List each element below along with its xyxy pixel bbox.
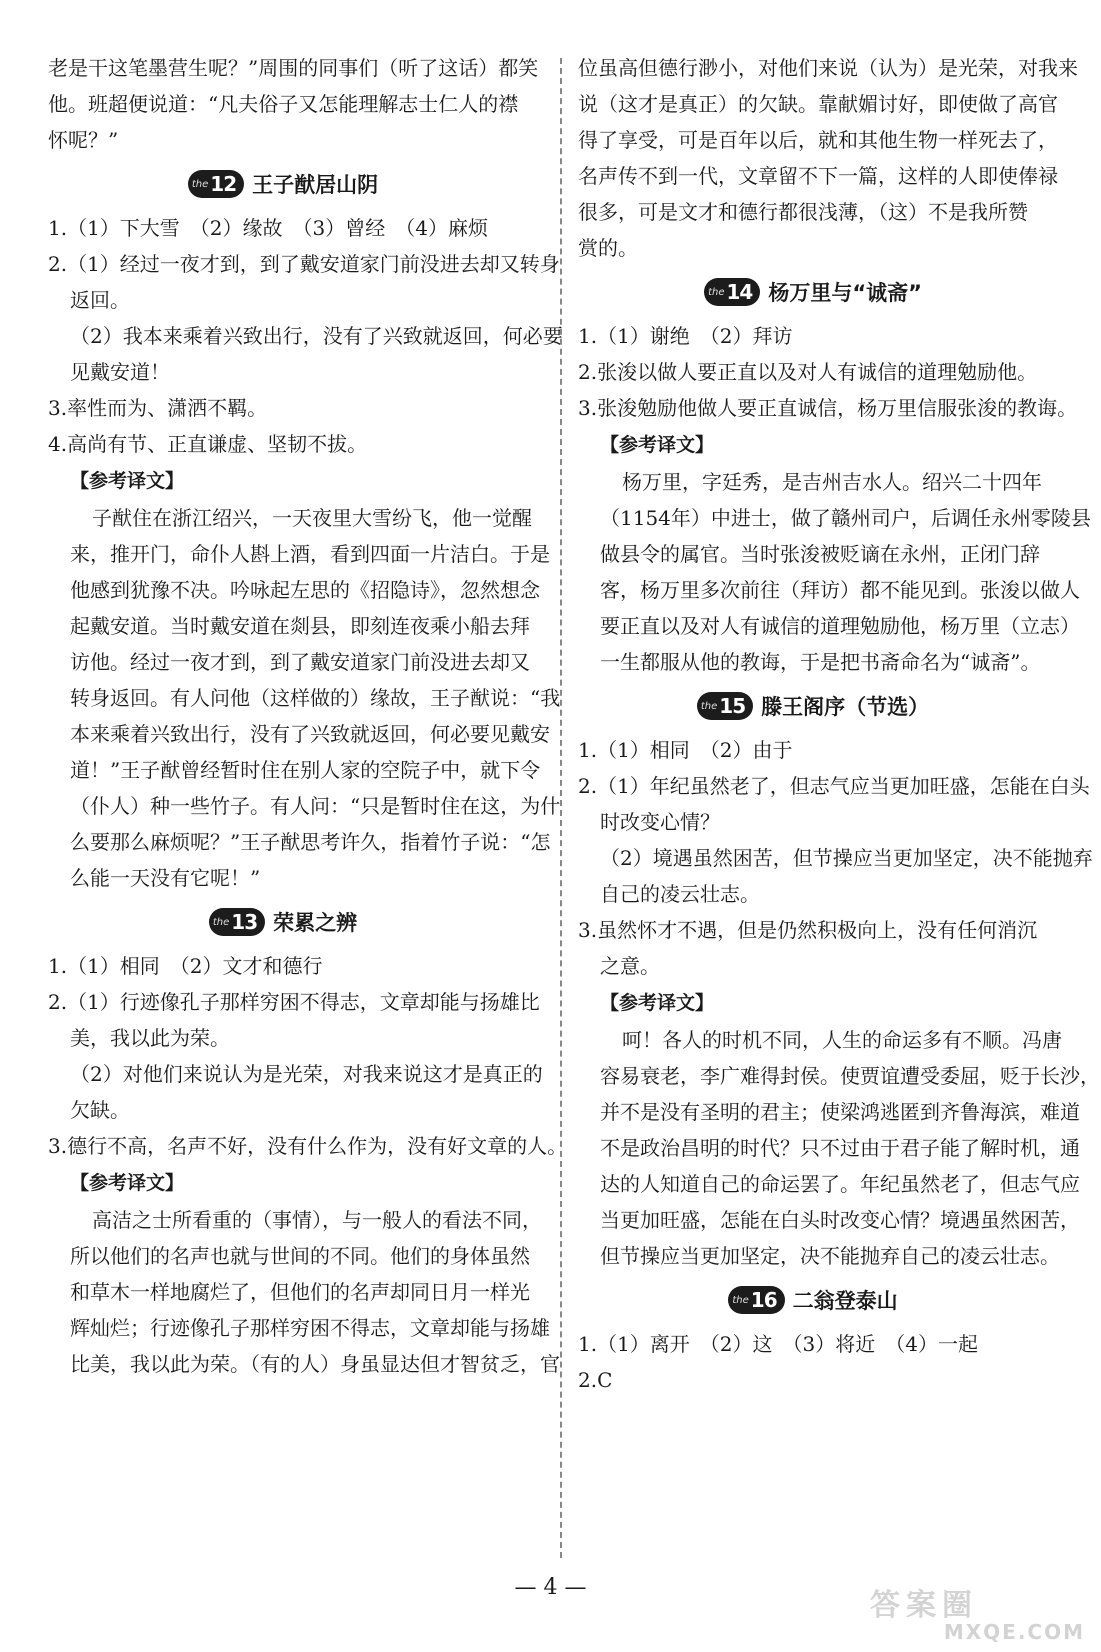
answer-line: 1.（1）相同 （2）文才和德行 — [48, 954, 323, 978]
badge-number: 13 — [231, 910, 258, 934]
translation-line: 道！”王子猷曾经暂时住在别人家的空院子中，就下令 — [70, 758, 541, 782]
answer-line: （2）对他们来说认为是光荣，对我来说这才是真正的 — [70, 1062, 543, 1086]
translation-line: （仆人）种一些竹子。有人问：“只是暂时住在这，为什 — [70, 794, 561, 818]
answer-line: 返回。 — [70, 288, 130, 312]
answer-line: 4.高尚有节、正直谦虚、坚韧不拔。 — [48, 432, 368, 456]
reference-translation-label: 【参考译文】 — [70, 1172, 185, 1194]
translation-line: 本来乘着兴致出行，没有了兴致就返回，何必要见戴安 — [70, 722, 550, 746]
translation-line: 他感到犹豫不决。吟咏起左思的《招隐诗》，忽然想念 — [70, 578, 540, 602]
text-line: 赏的。 — [578, 236, 638, 260]
translation-line: 高洁之士所看重的（事情），与一般人的看法不同， — [92, 1208, 542, 1232]
answer-line: 2.（1）年纪虽然老了，但志气应当更加旺盛，怎能在白头 — [578, 774, 1090, 798]
translation-line: 起戴安道。当时戴安道在剡县，即刻连夜乘小船去拜 — [70, 614, 530, 638]
answer-line: 3.虽然怀才不遇，但是仍然积极向上，没有任何消沉 — [578, 918, 1038, 942]
section-number-badge — [728, 1286, 784, 1314]
answer-line: 1.（1）离开 （2）这 （3）将近 （4）一起 — [578, 1332, 978, 1356]
translation-line: 当更加旺盛，怎能在白头时改变心情？境遇虽然困苦， — [600, 1208, 1080, 1232]
section-title: 荣累之辨 — [273, 911, 358, 935]
answer-line: 欠缺。 — [70, 1098, 130, 1122]
answer-line: 1.（1）下大雪 （2）缘故 （3）曾经 （4）麻烦 — [48, 216, 488, 240]
answer-line: 2.（1）经过一夜才到，到了戴安道家门前没进去却又转身 — [48, 252, 560, 276]
badge-number: 12 — [210, 172, 237, 196]
translation-line: 访他。经过一夜才到，到了戴安道家门前没进去却又 — [70, 650, 530, 674]
translation-line: 达的人知道自己的命运罢了。年纪虽然老了，但志气应 — [600, 1172, 1080, 1196]
translation-line: 呵！各人的时机不同，人生的命运多有不顺。冯唐 — [622, 1028, 1062, 1052]
translation-line: 么能一天没有它呢！” — [70, 866, 261, 890]
translation-line: 比美，我以此为荣。（有的人）身虽显达但才智贫乏，官 — [70, 1352, 560, 1376]
translation-line: 并不是没有圣明的君主；使梁鸿逃匿到齐鲁海滨，难道 — [600, 1100, 1080, 1124]
answer-line: 3.率性而为、潇洒不羁。 — [48, 396, 268, 420]
reference-translation-label: 【参考译文】 — [600, 992, 715, 1014]
section-heading-12 — [48, 160, 518, 208]
translation-line: 来，推开门，命仆人斟上酒，看到四面一片洁白。于是 — [70, 542, 550, 566]
translation-line: 容易衰老，李广难得封侯。使贾谊遭受委屈，贬于长沙， — [600, 1064, 1100, 1088]
section-title: 杨万里与“诚斋” — [768, 281, 922, 305]
answer-line: 3.德行不高，名声不好，没有什么作为，没有好文章的人。 — [48, 1134, 568, 1158]
translation-line: 所以他们的名声也就与世间的不同。他们的身体虽然 — [70, 1244, 530, 1268]
answer-line: 2.张浚以做人要正直以及对人有诚信的道理勉励他。 — [578, 360, 1038, 384]
text-line: 怀呢？” — [48, 128, 119, 152]
text-line: 很多，可是文才和德行都很浅薄，（这）不是我所赞 — [578, 200, 1028, 224]
translation-line: 和草木一样地腐烂了，但他们的名声却同日月一样光 — [70, 1280, 530, 1304]
badge-the-label: the — [700, 700, 718, 712]
text-line: 名声传不到一代，文章留不下一篇，这样的人即使俸禄 — [578, 164, 1058, 188]
badge-the-label: the — [191, 178, 209, 190]
translation-line: 一生都服从他的教诲，于是把书斋命名为“诚斋”。 — [600, 650, 1041, 674]
answer-line: （2）我本来乘着兴致出行，没有了兴致就返回，何必要 — [70, 324, 563, 348]
answer-line: 1.（1）相同 （2）由于 — [578, 738, 793, 762]
badge-number: 16 — [750, 1288, 777, 1312]
right-column — [578, 50, 1100, 1398]
badge-number: 14 — [726, 280, 753, 304]
section-heading-14 — [578, 268, 1048, 316]
answer-line: 美，我以此为荣。 — [70, 1026, 230, 1050]
section-number-badge — [704, 278, 760, 306]
section-number-badge — [188, 170, 244, 198]
answer-line: 3.张浚勉励他做人要正直诚信，杨万里信服张浚的教诲。 — [578, 396, 1078, 420]
badge-the-label: the — [708, 286, 725, 298]
translation-line: 做县令的属官。当时张浚被贬谪在永州，正闭门辞 — [600, 542, 1040, 566]
left-column — [48, 50, 568, 1382]
badge-the-label: the — [732, 1294, 749, 1306]
text-line: 位虽高但德行渺小，对他们来说（认为）是光荣，对我来 — [578, 56, 1078, 80]
page-number: — 4 — — [514, 1575, 587, 1600]
watermark-logo — [870, 1580, 1085, 1642]
section-heading-16 — [578, 1276, 1048, 1324]
section-title: 滕王阁序（节选） — [761, 695, 930, 719]
translation-line: 杨万里，字廷秀，是吉州吉水人。绍兴二十四年 — [622, 470, 1042, 494]
section-number-badge — [697, 692, 753, 720]
translation-line: 子猷住在浙江绍兴，一天夜里大雪纷飞，他一觉醒 — [92, 506, 532, 530]
column-divider — [560, 58, 562, 1558]
badge-number: 15 — [719, 694, 746, 718]
reference-translation-label: 【参考译文】 — [600, 434, 715, 456]
answer-line: 之意。 — [600, 954, 660, 978]
translation-line: 辉灿烂；行迹像孔子那样穷困不得志，文章却能与扬雄 — [70, 1316, 550, 1340]
text-line: 得了享受，可是百年以后，就和其他生物一样死去了， — [578, 128, 1058, 152]
answer-line: 1.（1）谢绝 （2）拜访 — [578, 324, 793, 348]
badge-the-label: the — [212, 916, 230, 928]
watermark-url: MXQE.COM — [943, 1620, 1085, 1644]
watermark-text: 答案圈 — [870, 1588, 978, 1623]
section-heading-15 — [578, 682, 1048, 730]
translation-line: 要正直以及对人有诚信的道理勉励他，杨万里（立志） — [600, 614, 1080, 638]
reference-translation-label: 【参考译文】 — [70, 470, 185, 492]
answer-line: 见戴安道！ — [70, 360, 170, 384]
section-number-badge — [209, 908, 265, 936]
answer-line: 2.（1）行迹像孔子那样穷困不得志，文章却能与扬雄比 — [48, 990, 540, 1014]
text-line: 说（这才是真正）的欠缺。靠献媚讨好，即使做了高官 — [578, 92, 1058, 116]
translation-line: （1154年）中进士，做了赣州司户，后调任永州零陵县 — [600, 506, 1091, 530]
translation-line: 不是政治昌明的时代？只不过由于君子能了解时机，通 — [600, 1136, 1080, 1160]
translation-line: 转身返回。有人问他（这样做的）缘故，王子猷说：“我 — [70, 686, 561, 710]
translation-line: 客，杨万里多次前往（拜访）都不能见到。张浚以做人 — [600, 578, 1080, 602]
answer-line: （2）境遇虽然困苦，但节操应当更加坚定，决不能抛弃 — [600, 846, 1093, 870]
translation-line: 么要那么麻烦呢？”王子猷思考许久，指着竹子说：“怎 — [70, 830, 551, 854]
answer-line: 时改变心情？ — [600, 810, 720, 834]
answer-line: 2.C — [578, 1368, 613, 1392]
text-line: 老是干这笔墨营生呢？”周围的同事们（听了这话）都笑 — [48, 56, 539, 80]
translation-line: 但节操应当更加坚定，决不能抛弃自己的凌云壮志。 — [600, 1244, 1060, 1268]
text-line: 他。班超便说道：“凡夫俗子又怎能理解志士仁人的襟 — [48, 92, 519, 116]
section-heading-13 — [48, 898, 518, 946]
section-title: 二翁登泰山 — [792, 1289, 898, 1313]
section-title: 王子猷居山阴 — [252, 173, 379, 197]
answer-line: 自己的凌云壮志。 — [600, 882, 760, 906]
